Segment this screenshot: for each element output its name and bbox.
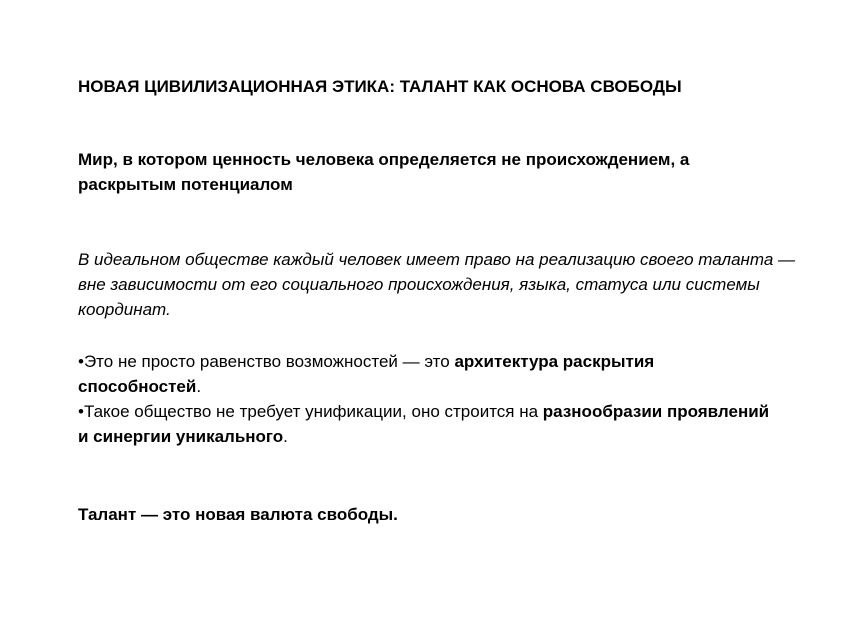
bullet-text: Это не просто равенство возможностей — это: [83, 352, 455, 371]
slide-subtitle: Мир, в котором ценность человека определяется не происхождением, а раскрытым потенциалом: [78, 150, 690, 194]
bullet-end: .: [283, 427, 288, 446]
bullet-marker: •: [78, 402, 84, 421]
italic-paragraph: В идеальном обществе каждый человек имеет право на реализацию своего таланта — вне зависимости от его социального происхождения, языка, статуса или системы координат.: [78, 250, 796, 319]
bullet-marker: •: [78, 352, 84, 371]
bullet-list: [78, 349, 778, 449]
bullet-end: .: [196, 377, 202, 396]
bullet-bold-text: архитектура раскрытия способностей: [78, 352, 655, 396]
closing-statement: Талант — это новая валюта свободы.: [78, 505, 398, 524]
slide-title: НОВАЯ ЦИВИЛИЗАЦИОННАЯ ЭТИКА: ТАЛАНТ КАК ОСНОВА СВОБОДЫ: [78, 77, 682, 96]
bullet-bold-text: разнообразии проявлений и синергии уникального: [78, 402, 770, 446]
bullet-item: [78, 349, 778, 399]
bullet-text: Такое общество не требует унификации, оно строится на: [83, 402, 543, 421]
bullet-item: [78, 399, 778, 449]
